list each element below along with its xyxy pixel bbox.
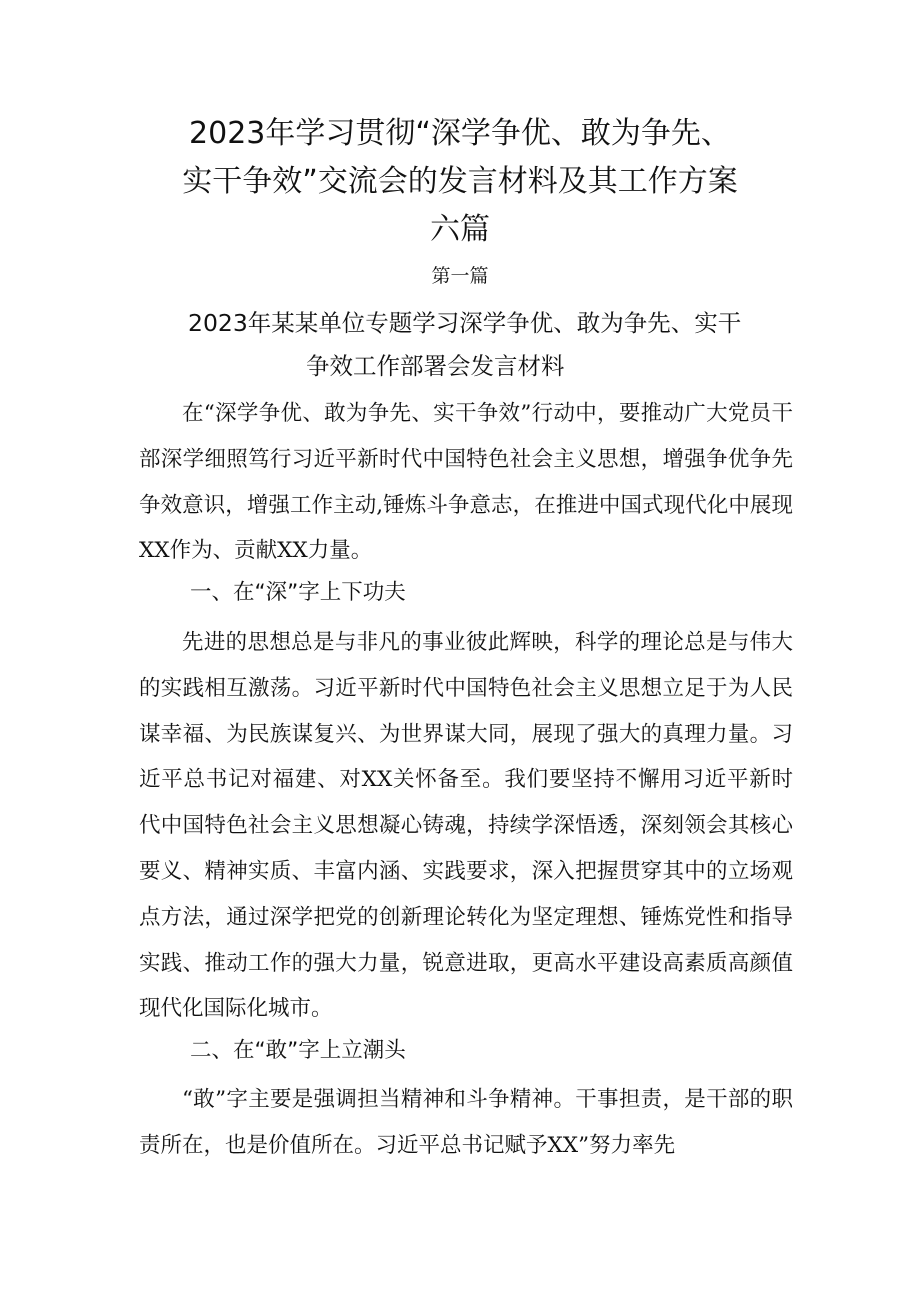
- paragraph-intro: 在“深学争优、敢为争先、实干争效”行动中，要推动广大党员干部深学细照笃行习近平新时代中国特色社会主义思想，增强争优争先争效意识，增强工作主动,锤炼斗争意志，在推进中国式现代化中展现XX作为、贡献XX力量。: [139, 401, 793, 564]
- document-title: [140, 110, 780, 254]
- title-line-1: 2023年学习贯彻“深学争优、敢为争先、: [189, 116, 731, 151]
- paragraph-section-2: “敢”字主要是强调担当精神和斗争精神。干事担责，是干部的职责所在，也是价值所在。习近平总书记赋予XX”努力率先: [139, 1087, 793, 1158]
- heading-section-1: 一、在“深”字上下功夫: [190, 580, 406, 605]
- paragraph-section-1: 先进的思想总是与非凡的事业彼此辉映，科学的理论总是与伟大的实践相互激荡。习近平新时代中国特色社会主义思想立足于为人民谋幸福、为民族谋复兴、为世界谋大同，展现了强大的真理力量。习近平总书记对福建、对XX关怀备至。我们要坚持不懈用习近平新时代中国特色社会主义思想凝心铸魂，持续学深悟透，深刻领会其核心要义、精神实质、丰富内涵、实践要求，深入把握贯穿其中的立场观点方法，通过深学把党的创新理论转化为坚定理想、锤炼党性和指导实践、推动工作的强大力量，锐意进取，更高水平建设高素质高颜值现代化国际化城市。: [139, 630, 793, 1022]
- title-line-2: 实干争效”交流会的发言材料及其工作方案: [182, 164, 738, 199]
- heading-section-2: 二、在“敢”字上立潮头: [190, 1038, 406, 1063]
- subtitle-line-1: 2023年某某单位专题学习深学争优、敢为争先、实干: [188, 309, 742, 337]
- title-line-3: 六篇: [430, 212, 490, 247]
- subtitle-line-2: 争效工作部署会发言材料: [306, 352, 565, 380]
- section-label: 第一篇: [431, 265, 489, 287]
